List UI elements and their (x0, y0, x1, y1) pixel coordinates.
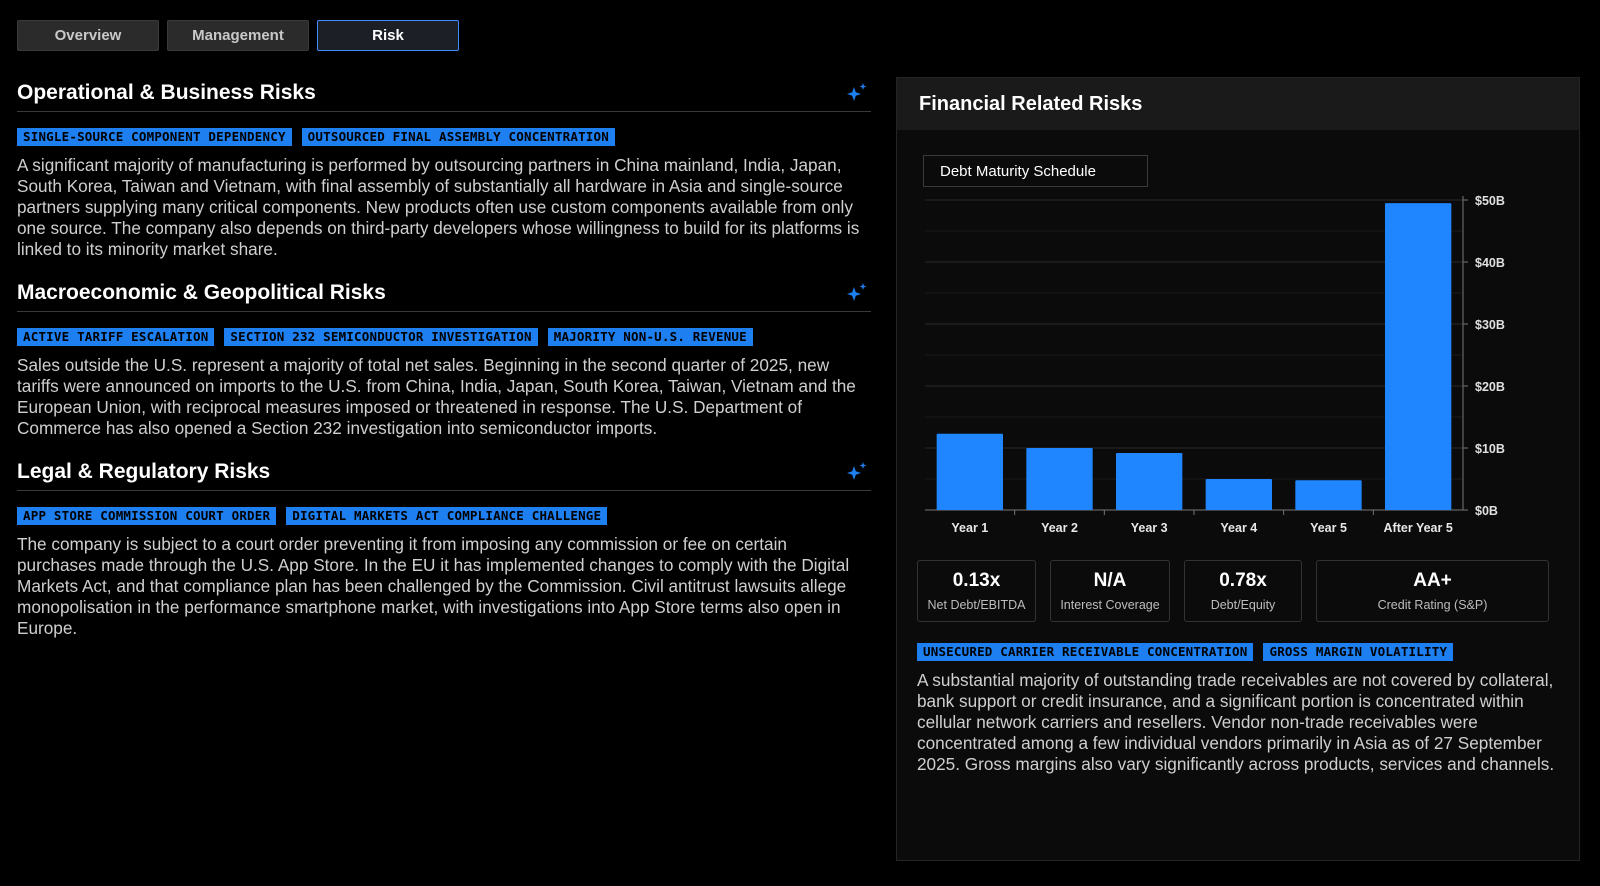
section-title: Legal & Regulatory Risks (17, 459, 271, 483)
y-tick-label: $10B (1475, 442, 1505, 456)
bar-year-2 (1026, 448, 1092, 510)
bar-after-year-5 (1385, 203, 1451, 510)
section-header (17, 74, 871, 112)
metric-label: Net Debt/EBITDA (927, 598, 1026, 612)
tag-list (17, 507, 871, 525)
section-text: A significant majority of manufacturing is performed by outsourcing partners in China mainland, India, Japan, South Korea, Taiwan and Vietnam, with final assembly of substantially all hardware in Asia and single-source partners supplying many critical components. New products often use custom components available from only one source. The company also depends on third-party developers whose willingness to build for its platforms is linked to its minority market share. (17, 155, 860, 259)
risk-tag: MAJORITY NON-U.S. REVENUE (548, 328, 753, 346)
panel-title: Financial Related Risks (919, 92, 1143, 115)
tab-management[interactable]: Management (167, 20, 309, 51)
metric-value: 0.13x (952, 570, 1001, 591)
y-tick-label: $0B (1475, 504, 1498, 518)
section-legal-risks (17, 453, 871, 639)
metric-value: 0.78x (1219, 570, 1267, 591)
metric-value: AA+ (1413, 570, 1452, 591)
tag-list (17, 328, 871, 346)
bar-year-1 (937, 434, 1003, 510)
section-operational-risks (17, 74, 871, 260)
risk-tag: SECTION 232 SEMICONDUCTOR INVESTIGATION (224, 328, 537, 346)
metric-label: Credit Rating (S&P) (1377, 598, 1488, 612)
section-text: The company is subject to a court order preventing it from imposing any commission or fee on certain purchases made through the U.S. App Store. In the EU it has implemented changes to comply with the Digital Markets Act, and that compliance plan has been challenged by the Commission. Civil antitrust lawsuits allege monopolisation in the performance smartphone market, with investigations into App Store terms also open in Europe. (17, 534, 850, 638)
metric-card-net-debt (917, 560, 1036, 622)
section-header (17, 453, 871, 491)
section-title: Operational & Business Risks (17, 80, 316, 104)
sparkle-icon[interactable] (845, 281, 869, 305)
risk-tag: UNSECURED CARRIER RECEIVABLE CONCENTRATION (917, 643, 1253, 661)
bar-year-5 (1295, 480, 1361, 510)
y-tick-label: $20B (1475, 380, 1505, 394)
x-tick-label: Year 1 (951, 521, 989, 535)
chart-selector[interactable]: Debt Maturity Schedule (923, 155, 1148, 187)
sparkle-icon[interactable] (845, 81, 869, 105)
metric-cards (917, 560, 1549, 622)
risk-sections (17, 74, 871, 653)
x-tick-label: Year 3 (1130, 521, 1168, 535)
tab-bar (17, 20, 459, 51)
metric-card-debt-equity (1184, 560, 1302, 622)
sparkle-icon[interactable] (845, 460, 869, 484)
financial-risk-text: A substantial majority of outstanding trade receivables are not covered by collateral, bank support or credit insurance, and a significant portion is concentrated within cellular network carriers and resellers. Vendor non-trade receivables were concentrated among a few individual vendors primarily in Asia as of 27 September 2025. Gross margins also vary significantly across products, services and channels. (917, 670, 1555, 774)
tab-risk[interactable]: Risk (317, 20, 459, 51)
risk-tag: ACTIVE TARIFF ESCALATION (17, 328, 214, 346)
risk-tag: SINGLE-SOURCE COMPONENT DEPENDENCY (17, 128, 292, 146)
x-tick-label: After Year 5 (1383, 521, 1453, 535)
metric-card-credit-rating (1316, 560, 1549, 622)
risk-tag: GROSS MARGIN VOLATILITY (1263, 643, 1453, 661)
x-tick-label: Year 4 (1220, 521, 1258, 535)
financial-risks-panel (896, 77, 1580, 861)
section-header (17, 274, 871, 312)
tag-list (917, 643, 1453, 661)
y-tick-label: $50B (1475, 194, 1505, 208)
section-title: Macroeconomic & Geopolitical Risks (17, 280, 386, 304)
y-tick-label: $40B (1475, 256, 1505, 270)
risk-tag: OUTSOURCED FINAL ASSEMBLY CONCENTRATION (302, 128, 615, 146)
metric-label: Interest Coverage (1060, 598, 1160, 612)
bar-year-3 (1116, 453, 1182, 510)
bar-year-4 (1206, 479, 1272, 510)
metric-card-interest-coverage (1050, 560, 1170, 622)
section-macro-risks (17, 274, 871, 439)
risk-tag: DIGITAL MARKETS ACT COMPLIANCE CHALLENGE (286, 507, 607, 525)
tag-list (17, 128, 871, 146)
metric-label: Debt/Equity (1210, 598, 1276, 612)
section-text: Sales outside the U.S. represent a majority of total net sales. Beginning in the second quarter of 2025, new tariffs were announced on imports to the U.S. from China, India, Japan, South Korea, Taiwan, Vietnam and the European Union, with reciprocal measures imposed or threatened in response. The U.S. Department of Commerce has also opened a Section 232 investigation into semiconductor imports. (17, 355, 856, 438)
x-tick-label: Year 2 (1041, 521, 1078, 535)
metric-value: N/A (1093, 570, 1127, 591)
debt-maturity-chart (897, 188, 1581, 548)
panel-header (897, 78, 1579, 130)
tab-overview[interactable]: Overview (17, 20, 159, 51)
risk-tag: APP STORE COMMISSION COURT ORDER (17, 507, 276, 525)
x-tick-label: Year 5 (1310, 521, 1347, 535)
y-tick-label: $30B (1475, 318, 1505, 332)
